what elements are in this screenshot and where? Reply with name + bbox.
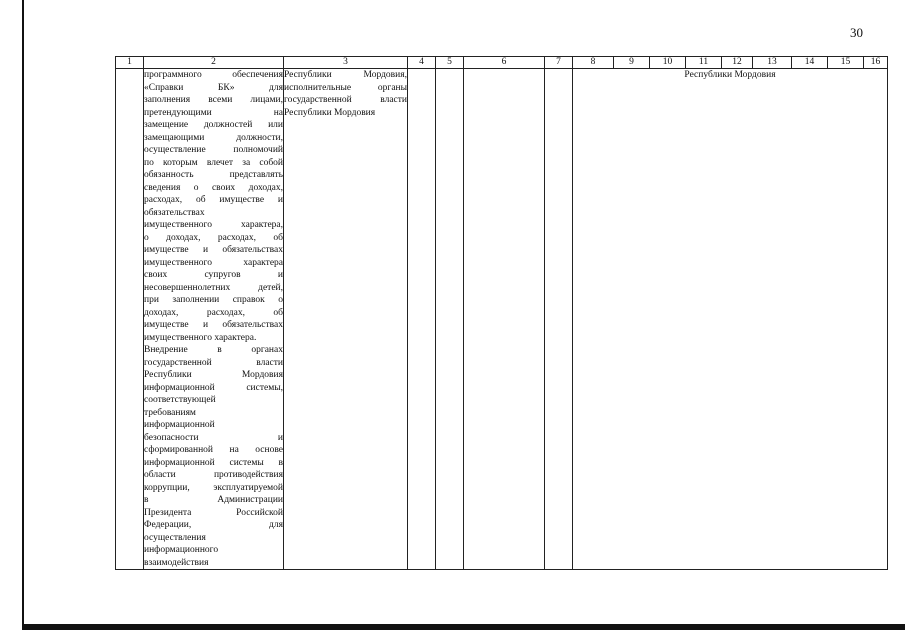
text-line: программного обеспечения (144, 70, 283, 80)
text-line: обязанность представлять (144, 170, 283, 180)
col-header-1: 1 (116, 57, 144, 69)
col-header-13: 13 (753, 57, 792, 69)
text-line: требованиям (144, 407, 196, 418)
text-line: имущественного характера, (144, 220, 283, 230)
text-line: заполнения всеми лицами, (144, 95, 283, 105)
text-line: безопасности и (144, 432, 283, 443)
text-line: государственной власти (284, 95, 407, 105)
col-header-16: 16 (864, 57, 888, 69)
text-line: соответствующей (144, 395, 216, 405)
cell-col-4 (408, 69, 436, 570)
text-line: осуществления (144, 532, 206, 543)
text-line: при заполнении справок о (144, 295, 283, 305)
text-line: своих супругов и (144, 270, 283, 280)
text-line: исполнительные органы (284, 82, 407, 93)
page-left-border (22, 0, 24, 626)
text-line: сформированной на основе (144, 445, 283, 455)
text-line: по которым влечет за собой (144, 157, 283, 168)
text-line: информационной системы, (144, 382, 283, 393)
cell-col-5 (436, 69, 464, 570)
cell-col-7 (545, 69, 573, 570)
text-line: информационного (144, 545, 219, 555)
page-bottom-border (22, 624, 905, 630)
text-line: расходах, об имуществе и (144, 195, 283, 205)
text-line: Республики Мордовия (284, 107, 376, 118)
col-header-12: 12 (722, 57, 753, 69)
text-line: сведения о своих доходах, (144, 182, 283, 193)
text-line: имуществе и обязательствах (144, 320, 283, 330)
text-line: замещение должностей или (144, 120, 283, 130)
text-line: доходах, расходах, об (144, 307, 283, 318)
col-header-11: 11 (686, 57, 722, 69)
text-line: несовершеннолетних детей, (144, 282, 283, 293)
text-line: осуществление полномочий (144, 145, 283, 155)
col-header-7: 7 (545, 57, 573, 69)
text-line: Республики Мордовия (144, 370, 283, 380)
text-line: Федерации, для (144, 520, 283, 530)
page-number: 30 (850, 25, 863, 40)
document-table (115, 56, 888, 570)
text-line: имуществе и обязательствах (144, 245, 283, 255)
cell-col-1 (116, 69, 144, 570)
col-header-5: 5 (436, 57, 464, 69)
col-header-4: 4 (408, 57, 436, 69)
cell-col-3-executors (284, 69, 408, 570)
text-line: коррупции, эксплуатируемой (144, 482, 283, 493)
text-line: в Администрации (144, 495, 283, 505)
header-row (116, 57, 888, 69)
col-header-14: 14 (792, 57, 828, 69)
cell-col-2-description (144, 69, 284, 570)
text-line: информационной системы в (144, 457, 283, 468)
text-line: «Справки БК» для (144, 82, 283, 93)
text-line: претендующими на (144, 107, 283, 118)
text-line: информационной (144, 420, 215, 430)
text-line: Президента Российской (144, 507, 283, 518)
text-line: взаимодействия (144, 557, 209, 568)
col-header-9: 9 (614, 57, 650, 69)
table-row (116, 69, 888, 570)
col-header-6: 6 (464, 57, 545, 69)
text-line: Внедрение в органах (144, 345, 283, 355)
text-line: государственной власти (144, 357, 283, 368)
col-header-2: 2 (144, 57, 284, 69)
col-header-3: 3 (284, 57, 408, 69)
text-line: о доходах, расходах, об (144, 232, 283, 243)
col-header-10: 10 (650, 57, 686, 69)
col-header-8: 8 (573, 57, 614, 69)
col-header-15: 15 (828, 57, 864, 69)
text-line: Республики Мордовия, (284, 70, 407, 80)
text-line: имущественного характера. (144, 332, 257, 343)
cell-col-6 (464, 69, 545, 570)
cell-merged-8-16: Республики Мордовия (573, 69, 888, 570)
text-line: замещающими должности, (144, 132, 283, 143)
text-line: обязательствах (144, 207, 205, 218)
text-line: имущественного характера (144, 257, 283, 268)
text-line: области противодействия (144, 470, 283, 480)
